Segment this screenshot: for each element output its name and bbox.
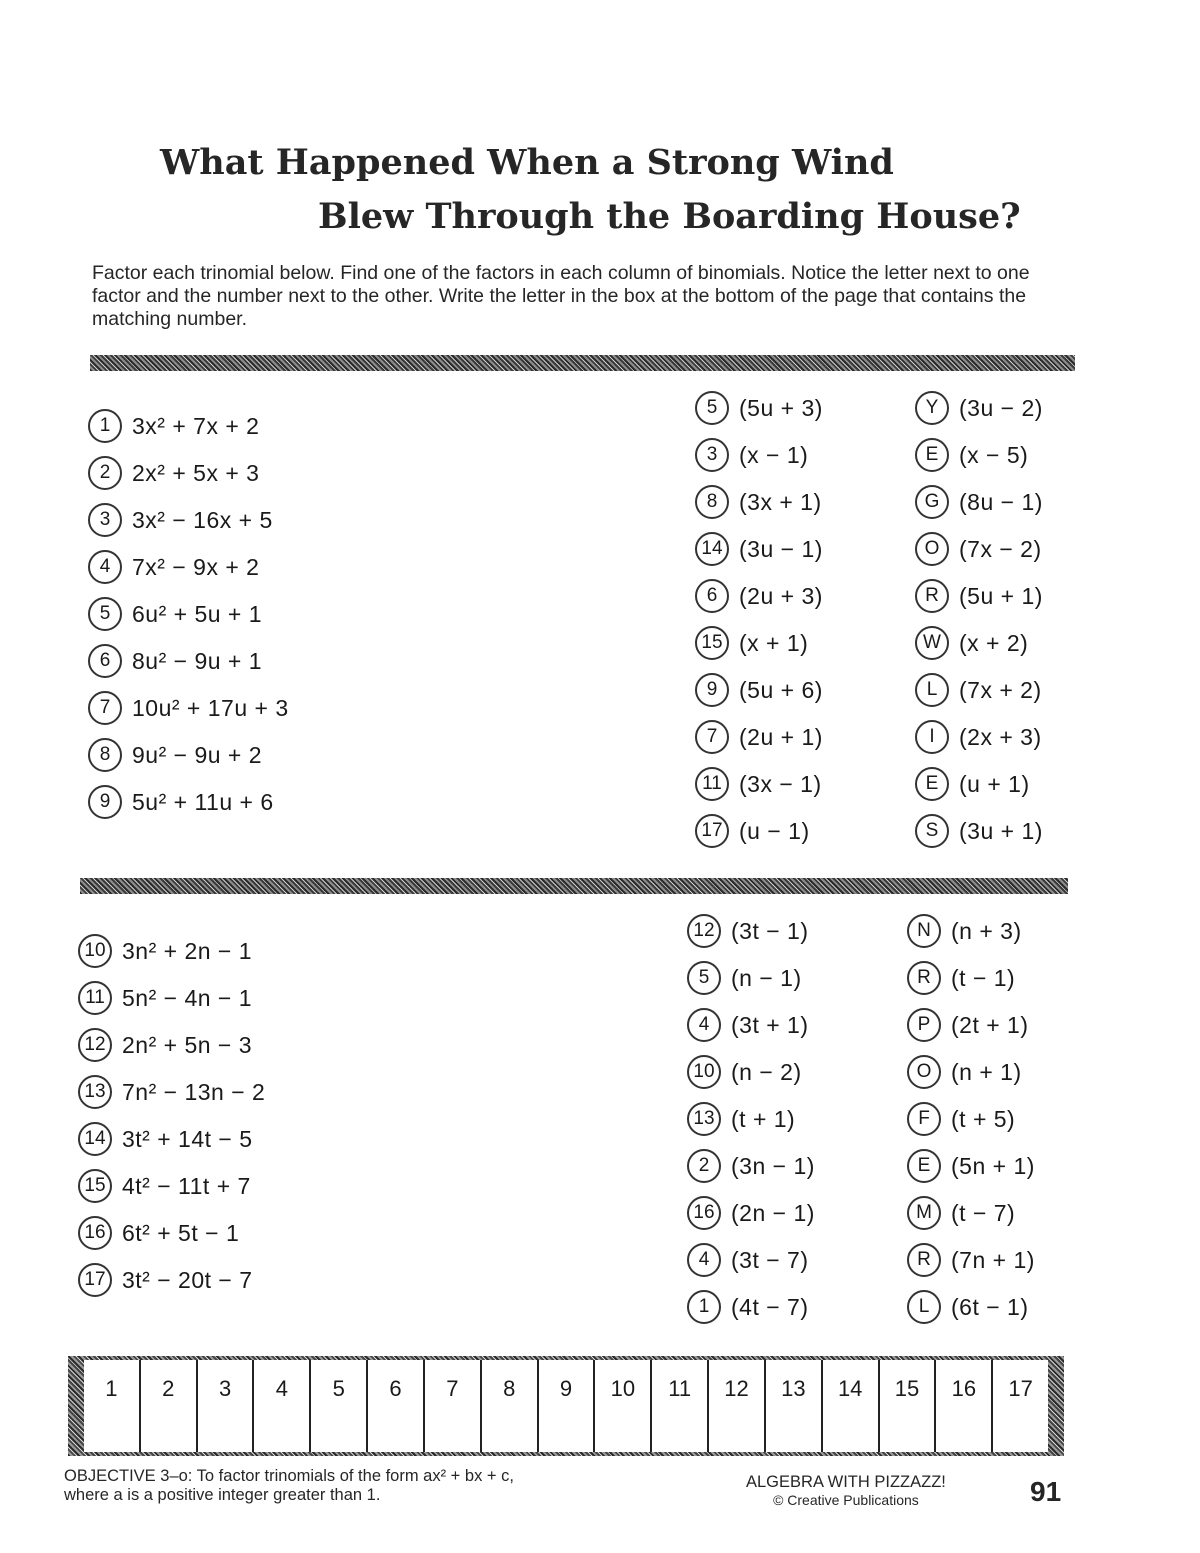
expression: (x + 1)	[739, 629, 809, 656]
lettered-factor	[915, 484, 1043, 520]
lettered-factor	[907, 1054, 1022, 1090]
expression: (u + 1)	[959, 770, 1030, 797]
objective-line2: where a is a positive integer greater than 1.	[64, 1486, 381, 1504]
circled-number: 3	[88, 503, 122, 537]
trinomial-problem	[88, 408, 259, 444]
circled-number: 2	[88, 456, 122, 490]
answer-box[interactable]: 9	[539, 1360, 596, 1452]
trinomial-problem	[88, 502, 273, 538]
circled-number: 8	[695, 485, 729, 519]
answer-box[interactable]: 12	[709, 1360, 766, 1452]
expression: (5u + 1)	[959, 582, 1043, 609]
page-title-line1: What Happened When a Strong Wind	[160, 142, 894, 183]
numbered-factor	[695, 531, 823, 567]
circled-letter: O	[915, 532, 949, 566]
circled-number: 5	[695, 391, 729, 425]
numbered-factor	[695, 578, 823, 614]
expression: (n + 3)	[951, 917, 1022, 944]
expression: (n − 1)	[731, 964, 802, 991]
trinomial-problem	[78, 1074, 265, 1110]
expression: (u − 1)	[739, 817, 810, 844]
expression: 9u² − 9u + 2	[132, 741, 263, 768]
trinomial-problem	[78, 1027, 252, 1063]
circled-number: 1	[88, 409, 122, 443]
instructions: Factor each trinomial below. Find one of the factors in each column of binomials. Notice the letter next to one factor and the number next to the other. Write the letter in the box at the bottom of the page that contains the matching number.	[92, 262, 1030, 330]
circled-number: 3	[695, 438, 729, 472]
circled-number: 4	[88, 550, 122, 584]
lettered-factor	[907, 1148, 1035, 1184]
expression: (2x + 3)	[959, 723, 1042, 750]
expression: (3x + 1)	[739, 488, 822, 515]
trinomial-problem	[78, 1215, 239, 1251]
expression: (t − 7)	[951, 1199, 1016, 1226]
circled-letter: F	[907, 1102, 941, 1136]
circled-number: 5	[88, 597, 122, 631]
circled-number: 7	[695, 720, 729, 754]
circled-number: 10	[78, 934, 112, 968]
expression: (n − 2)	[731, 1058, 802, 1085]
numbered-factor	[687, 1007, 809, 1043]
expression: 7n² − 13n − 2	[122, 1078, 266, 1105]
expression: (6t − 1)	[951, 1293, 1029, 1320]
circled-letter: E	[907, 1149, 941, 1183]
trinomial-problem	[78, 1168, 251, 1204]
circled-number: 17	[78, 1263, 112, 1297]
lettered-factor	[915, 437, 1028, 473]
answer-box[interactable]: 1	[84, 1360, 141, 1452]
trinomial-problem	[88, 455, 259, 491]
lettered-factor	[907, 1195, 1015, 1231]
expression: (2t + 1)	[951, 1011, 1029, 1038]
circled-number: 12	[78, 1028, 112, 1062]
publisher-title: ALGEBRA WITH PIZZAZZ!	[746, 1473, 946, 1491]
expression: 2x² + 5x + 3	[132, 459, 260, 486]
circled-number: 9	[88, 785, 122, 819]
expression: 3x² − 16x + 5	[132, 506, 273, 533]
expression: (2u + 1)	[739, 723, 823, 750]
circled-letter: L	[915, 673, 949, 707]
circled-number: 14	[78, 1122, 112, 1156]
circled-letter: L	[907, 1290, 941, 1324]
expression: (4t − 7)	[731, 1293, 809, 1320]
lettered-factor	[907, 1242, 1035, 1278]
circled-letter: M	[907, 1196, 941, 1230]
answer-box[interactable]: 13	[766, 1360, 823, 1452]
expression: (x − 5)	[959, 441, 1029, 468]
numbered-factor	[695, 672, 823, 708]
circled-letter: I	[915, 720, 949, 754]
section-divider	[80, 878, 1068, 894]
circled-number: 2	[687, 1149, 721, 1183]
expression: 5u² + 11u + 6	[132, 788, 274, 815]
circled-number: 14	[695, 532, 729, 566]
publisher-credit	[746, 1473, 946, 1508]
lettered-factor	[907, 913, 1022, 949]
trinomial-problem	[78, 933, 252, 969]
circled-letter: W	[915, 626, 949, 660]
trinomial-problem	[88, 737, 262, 773]
expression: 3x² + 7x + 2	[132, 412, 260, 439]
numbered-factor	[695, 766, 822, 802]
circled-number: 15	[695, 626, 729, 660]
answer-box[interactable]: 6	[368, 1360, 425, 1452]
trinomial-problem	[88, 690, 289, 726]
circled-number: 7	[88, 691, 122, 725]
trinomial-problem	[88, 596, 262, 632]
answer-box[interactable]: 17	[1008, 1376, 1033, 1401]
expression: 6t² + 5t − 1	[122, 1219, 240, 1246]
section-divider	[90, 355, 1075, 371]
expression: (3t + 1)	[731, 1011, 809, 1038]
expression: (5n + 1)	[951, 1152, 1035, 1179]
expression: (t + 5)	[951, 1105, 1016, 1132]
lettered-factor	[915, 813, 1043, 849]
lettered-factor	[907, 1101, 1015, 1137]
lettered-factor	[915, 390, 1043, 426]
lettered-factor	[915, 625, 1028, 661]
answer-box[interactable]: 11	[652, 1360, 709, 1452]
circled-number: 4	[687, 1008, 721, 1042]
page-number: 91	[1030, 1476, 1062, 1507]
answer-box[interactable]: 4	[254, 1360, 311, 1452]
expression: 3n² + 2n − 1	[122, 937, 253, 964]
objective-note	[64, 1467, 514, 1505]
expression: (5u + 6)	[739, 676, 823, 703]
circled-number: 9	[695, 673, 729, 707]
expression: (x + 2)	[959, 629, 1029, 656]
numbered-factor	[695, 813, 810, 849]
answer-box[interactable]: 10	[595, 1360, 652, 1452]
circled-number: 15	[78, 1169, 112, 1203]
answer-box[interactable]: 8	[482, 1360, 539, 1452]
circled-letter: Y	[915, 391, 949, 425]
circled-number: 5	[687, 961, 721, 995]
expression: 6u² + 5u + 1	[132, 600, 263, 627]
expression: 7x² − 9x + 2	[132, 553, 260, 580]
circled-number: 6	[695, 579, 729, 613]
lettered-factor	[907, 1007, 1029, 1043]
trinomial-problem	[88, 549, 259, 585]
lettered-factor	[915, 766, 1030, 802]
answer-box[interactable]: 3	[198, 1360, 255, 1452]
expression: (5u + 3)	[739, 394, 823, 421]
trinomial-problem	[88, 643, 262, 679]
answer-box[interactable]: 7	[425, 1360, 482, 1452]
expression: 3t² − 20t − 7	[122, 1266, 253, 1293]
expression: 10u² + 17u + 3	[132, 694, 289, 721]
publisher-copyright: © Creative Publications	[773, 1492, 919, 1508]
expression: (3x − 1)	[739, 770, 822, 797]
circled-number: 11	[695, 767, 729, 801]
numbered-factor	[687, 960, 802, 996]
circled-letter: P	[907, 1008, 941, 1042]
circled-number: 16	[78, 1216, 112, 1250]
expression: (3t − 1)	[731, 917, 809, 944]
circled-letter: R	[907, 1243, 941, 1277]
circled-number: 11	[78, 981, 112, 1015]
expression: 5n² − 4n − 1	[122, 984, 253, 1011]
answer-box[interactable]: 5	[311, 1360, 368, 1452]
circled-number: 12	[687, 914, 721, 948]
circled-letter: E	[915, 767, 949, 801]
trinomial-problem	[78, 1121, 253, 1157]
expression: 3t² + 14t − 5	[122, 1125, 253, 1152]
numbered-factor	[687, 1289, 809, 1325]
expression: (7n + 1)	[951, 1246, 1035, 1273]
expression: (7x − 2)	[959, 535, 1042, 562]
answer-box[interactable]: 15	[880, 1360, 937, 1452]
circled-number: 4	[687, 1243, 721, 1277]
circled-letter: G	[915, 485, 949, 519]
numbered-factor	[695, 719, 823, 755]
expression: 8u² − 9u + 1	[132, 647, 263, 674]
expression: (n + 1)	[951, 1058, 1022, 1085]
lettered-factor	[915, 531, 1042, 567]
expression: (3u − 1)	[739, 535, 823, 562]
lettered-factor	[915, 672, 1042, 708]
expression: (3t − 7)	[731, 1246, 809, 1273]
answer-grid	[68, 1356, 1064, 1456]
expression: 2n² + 5n − 3	[122, 1031, 253, 1058]
circled-letter: S	[915, 814, 949, 848]
circled-letter: R	[907, 961, 941, 995]
numbered-factor	[695, 484, 822, 520]
lettered-factor	[915, 719, 1042, 755]
numbered-factor	[687, 1101, 795, 1137]
circled-number: 10	[687, 1055, 721, 1089]
expression: (8u − 1)	[959, 488, 1043, 515]
answer-box[interactable]: 14	[823, 1360, 880, 1452]
page-title-line2: Blew Through the Boarding House?	[318, 196, 1021, 237]
circled-number: 6	[88, 644, 122, 678]
expression: (3u − 2)	[959, 394, 1043, 421]
circled-letter: N	[907, 914, 941, 948]
circled-number: 17	[695, 814, 729, 848]
trinomial-problem	[78, 980, 252, 1016]
expression: (2n − 1)	[731, 1199, 815, 1226]
circled-number: 1	[687, 1290, 721, 1324]
numbered-factor	[687, 1242, 809, 1278]
numbered-factor	[695, 437, 808, 473]
trinomial-problem	[88, 784, 274, 820]
circled-letter: E	[915, 438, 949, 472]
circled-letter: R	[915, 579, 949, 613]
expression: 4t² − 11t + 7	[122, 1172, 251, 1199]
expression: (7x + 2)	[959, 676, 1042, 703]
expression: (3u + 1)	[959, 817, 1043, 844]
answer-box[interactable]: 16	[936, 1360, 993, 1452]
circled-number: 16	[687, 1196, 721, 1230]
lettered-factor	[907, 960, 1015, 996]
circled-letter: O	[907, 1055, 941, 1089]
expression: (t − 1)	[951, 964, 1016, 991]
expression: (2u + 3)	[739, 582, 823, 609]
trinomial-problem	[78, 1262, 253, 1298]
answer-box[interactable]: 2	[141, 1360, 198, 1452]
circled-number: 13	[78, 1075, 112, 1109]
numbered-factor	[687, 1195, 815, 1231]
circled-number: 13	[687, 1102, 721, 1136]
lettered-factor	[915, 578, 1043, 614]
numbered-factor	[687, 1148, 815, 1184]
numbered-factor	[687, 913, 809, 949]
objective-line1: OBJECTIVE 3–o: To factor trinomials of the form ax² + bx + c,	[64, 1467, 514, 1485]
numbered-factor	[687, 1054, 802, 1090]
circled-number: 8	[88, 738, 122, 772]
numbered-factor	[695, 390, 823, 426]
expression: (3n − 1)	[731, 1152, 815, 1179]
numbered-factor	[695, 625, 808, 661]
expression: (x − 1)	[739, 441, 809, 468]
expression: (t + 1)	[731, 1105, 796, 1132]
lettered-factor	[907, 1289, 1029, 1325]
